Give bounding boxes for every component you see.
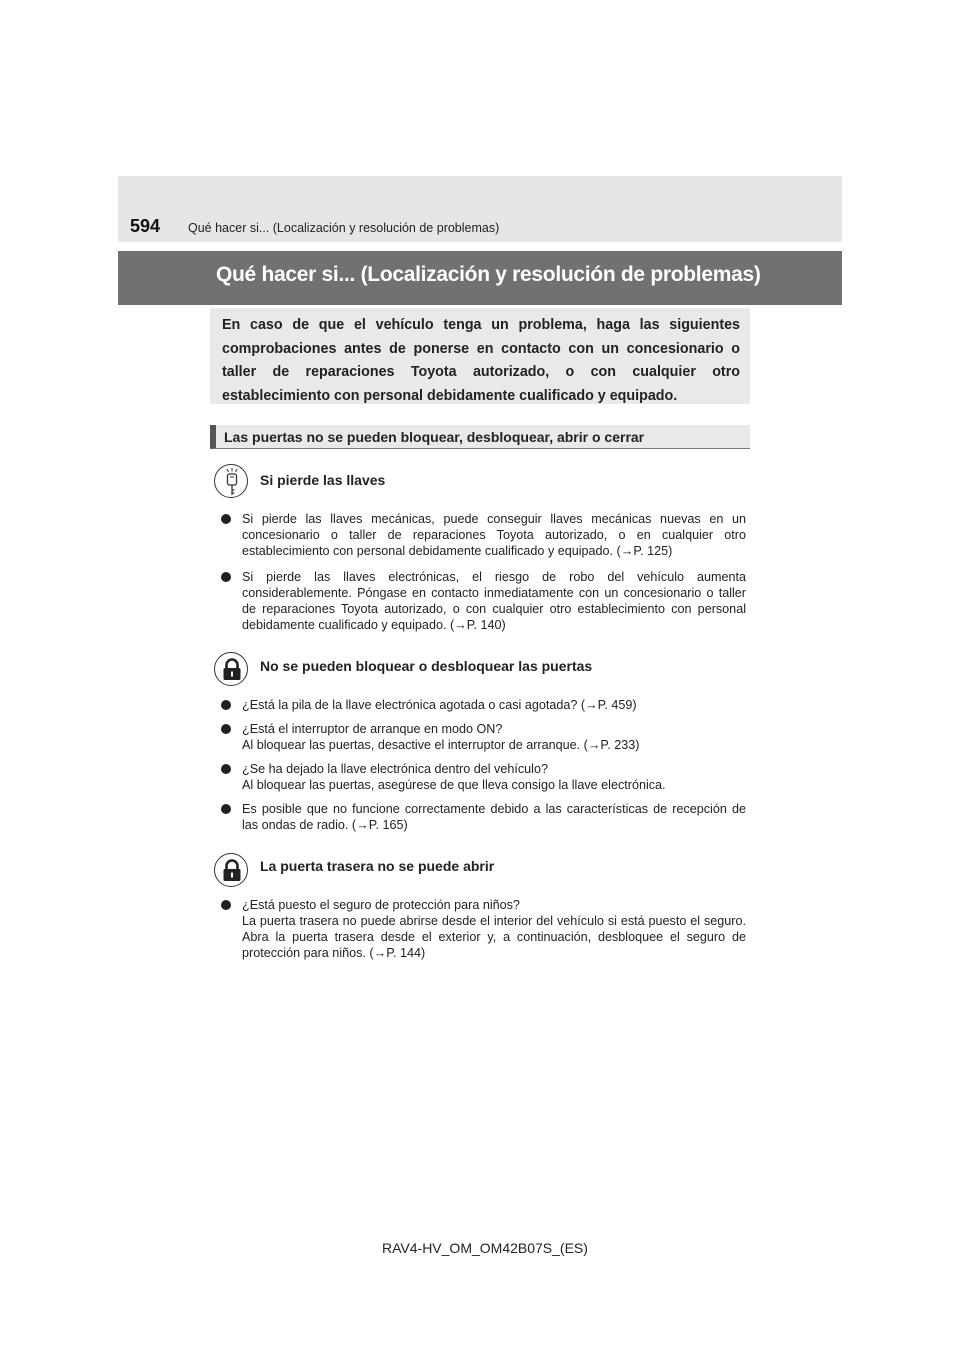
padlock-icon	[214, 853, 248, 887]
page-title-bar	[118, 251, 842, 305]
bullet-icon	[221, 900, 231, 910]
item-text: Al bloquear las puertas, desactive el interruptor de arranque. (→P. 233)	[242, 738, 640, 752]
list-item	[221, 761, 746, 793]
bullet-icon	[221, 804, 231, 814]
bullet-icon	[221, 572, 231, 582]
group-title-lost-keys: Si pierde las llaves	[260, 472, 386, 488]
item-text: Es posible que no funcione correctamente debido a las características de recepción de las ondas de radio. (→P. 165)	[242, 802, 746, 832]
bullet-icon	[221, 700, 231, 710]
list-item	[221, 569, 746, 633]
bullet-icon	[221, 514, 231, 524]
item-text: ¿Está la pila de la llave electrónica agotada o casi agotada? (→P. 459)	[242, 698, 637, 712]
item-text: Si pierde las llaves mecánicas, puede conseguir llaves mecánicas nuevas en un concesionario o taller de reparaciones Toyota autorizado, o en cualquier otro establecimiento con personal debidamente cualificado y equipado. (→P. 125)	[242, 512, 746, 558]
padlock-icon	[214, 652, 248, 686]
section-heading: Las puertas no se pueden bloquear, desbloquear, abrir o cerrar	[210, 425, 750, 449]
item-text: ¿Está el interruptor de arranque en modo ON?	[242, 722, 503, 736]
running-title: Qué hacer si... (Localización y resolución de problemas)	[188, 221, 500, 235]
group-title-cannot-lock: No se pueden bloquear o desbloquear las puertas	[260, 658, 593, 674]
page-number: 594	[130, 216, 161, 236]
list-item	[221, 511, 746, 559]
page-title: Qué hacer si... (Localización y resolución de problemas)	[216, 263, 761, 286]
bullet-icon	[221, 724, 231, 734]
group-title-rear-door: La puerta trasera no se puede abrir	[260, 858, 495, 874]
document-code: RAV4-HV_OM_OM42B07S_(ES)	[382, 1240, 588, 1256]
item-text: Al bloquear las puertas, asegúrese de que lleva consigo la llave electrónica.	[242, 778, 666, 792]
list-item	[221, 897, 746, 961]
item-text: Si pierde las llaves electrónicas, el riesgo de robo del vehículo aumenta considerablemente. Póngase en contacto inmediatamente con un concesionario o taller de reparaciones Toyota autorizado, o con cualquier otro establecimiento con personal debidamente cualificado y equipado. (→P. 140)	[242, 570, 746, 632]
list-item	[221, 721, 746, 753]
intro-box: En caso de que el vehículo tenga un problema, haga las siguientes comprobaciones antes de ponerse en contacto con un concesionario o taller de reparaciones Toyota autorizado, o con cualquier otro establecimiento con personal debidamente cualificado y equipado.	[210, 308, 750, 404]
list-item	[221, 801, 746, 833]
bullet-icon	[221, 764, 231, 774]
list-item	[221, 697, 746, 713]
item-text: ¿Se ha dejado la llave electrónica dentro del vehículo?	[242, 762, 548, 776]
item-text: La puerta trasera no puede abrirse desde el interior del vehículo si está puesto el seguro. Abra la puerta trasera desde el exterior y, a continuación, desbloquee el seguro de protección para niños. (→P. 144)	[242, 914, 746, 960]
item-text: ¿Está puesto el seguro de protección para niños?	[242, 898, 520, 912]
key-icon	[214, 464, 248, 498]
